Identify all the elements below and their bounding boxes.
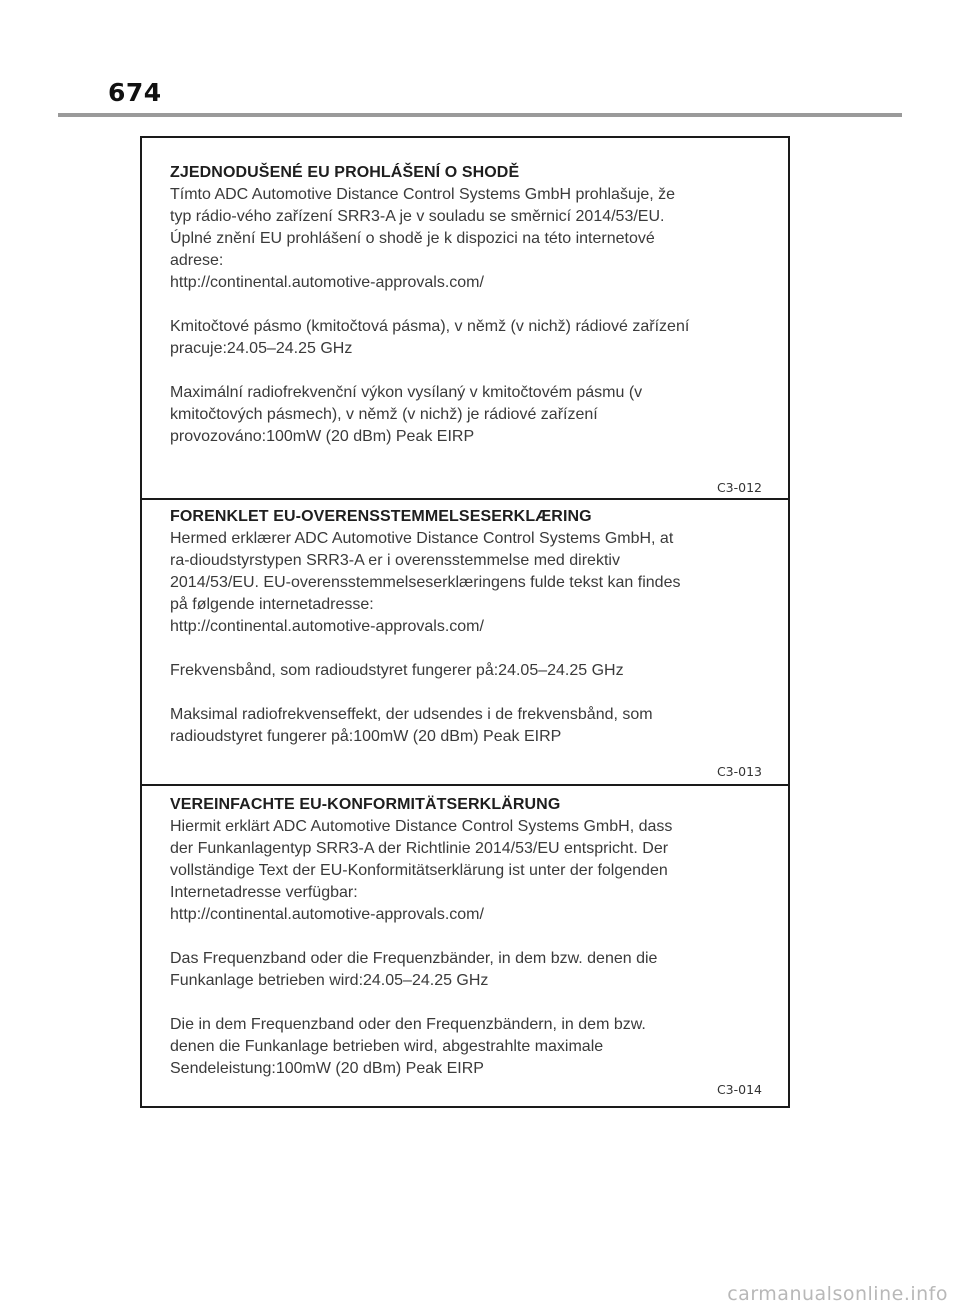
text-line: Hermed erklærer ADC Automotive Distance Control Systems GmbH, at — [170, 530, 674, 547]
text-line: adrese: — [170, 252, 224, 269]
paragraph-gap — [170, 682, 772, 704]
text-line: pracuje:24.05–24.25 GHz — [170, 340, 353, 357]
text-line: radioudstyret fungerer på:100mW (20 dBm) Peak EIRP — [170, 728, 562, 745]
text-line: Maksimal radiofrekvenseffekt, der udsendes i de frekvensbånd, som — [170, 706, 653, 723]
text-line: http://continental.automotive-approvals.com/ — [170, 618, 484, 635]
section-code: C3-013 — [716, 764, 762, 779]
section-code: C3-012 — [716, 480, 762, 495]
declaration-box — [140, 136, 790, 1108]
paragraph-gap — [170, 992, 772, 1014]
header-rule — [58, 113, 902, 117]
text-line: Tímto ADC Automotive Distance Control Systems GmbH prohlašuje, že — [170, 186, 676, 203]
declaration-section-danish — [142, 500, 788, 786]
section-body — [170, 816, 772, 1080]
section-heading: FORENKLET EU-OVERENSSTEMMELSESERKLÆRING — [170, 508, 592, 525]
text-line: Funkanlage betrieben wird:24.05–24.25 GHz — [170, 972, 489, 989]
paragraph-gap — [170, 638, 772, 660]
text-line: på følgende internetadresse: — [170, 596, 374, 613]
text-line: Internetadresse verfügbar: — [170, 884, 358, 901]
watermark-text: carmanualsonline.info — [727, 1283, 948, 1305]
text-line: kmitočtových pásmech), v němž (v nichž) je rádiové zařízení — [170, 406, 598, 423]
text-line: Frekvensbånd, som radioudstyret fungerer på:24.05–24.25 GHz — [170, 662, 624, 679]
declaration-section-german — [142, 788, 788, 1106]
text-line: ra-dioudstyrstypen SRR3-A er i overensstemmelse med direktiv — [170, 552, 620, 569]
text-line: vollständige Text der EU-Konformitätserklärung ist unter der folgenden — [170, 862, 668, 879]
text-line: Kmitočtové pásmo (kmitočtová pásma), v němž (v nichž) rádiové zařízení — [170, 318, 690, 335]
text-line: Úplné znění EU prohlášení o shodě je k dispozici na této internetové — [170, 230, 655, 247]
section-body — [170, 184, 772, 448]
text-line: Sendeleistung:100mW (20 dBm) Peak EIRP — [170, 1060, 484, 1077]
text-line: 2014/53/EU. EU-overensstemmelseserklæringens fulde tekst kan findes — [170, 574, 681, 591]
paragraph-gap — [170, 294, 772, 316]
paragraph-gap — [170, 926, 772, 948]
section-heading: ZJEDNODUŠENÉ EU PROHLÁŠENÍ O SHODĚ — [170, 164, 520, 181]
section-code: C3-014 — [716, 1082, 762, 1097]
page-number: 674 — [108, 78, 162, 107]
paragraph-gap — [170, 360, 772, 382]
text-line: der Funkanlagentyp SRR3-A der Richtlinie 2014/53/EU entspricht. Der — [170, 840, 669, 857]
text-line: typ rádio-vého zařízení SRR3-A je v souladu se směrnicí 2014/53/EU. — [170, 208, 665, 225]
text-line: Maximální radiofrekvenční výkon vysílaný v kmitočtovém pásmu (v — [170, 384, 643, 401]
text-line: http://continental.automotive-approvals.com/ — [170, 906, 484, 923]
text-line: Das Frequenzband oder die Frequenzbänder, in dem bzw. denen die — [170, 950, 658, 967]
text-line: denen die Funkanlage betrieben wird, abgestrahlte maximale — [170, 1038, 604, 1055]
text-line: Hiermit erklärt ADC Automotive Distance Control Systems GmbH, dass — [170, 818, 673, 835]
section-heading: VEREINFACHTE EU-KONFORMITÄTSERKLÄRUNG — [170, 796, 561, 813]
section-body — [170, 528, 772, 748]
text-line: provozováno:100mW (20 dBm) Peak EIRP — [170, 428, 475, 445]
text-line: http://continental.automotive-approvals.com/ — [170, 274, 484, 291]
declaration-section-czech — [142, 138, 788, 500]
text-line: Die in dem Frequenzband oder den Frequenzbändern, in dem bzw. — [170, 1016, 646, 1033]
